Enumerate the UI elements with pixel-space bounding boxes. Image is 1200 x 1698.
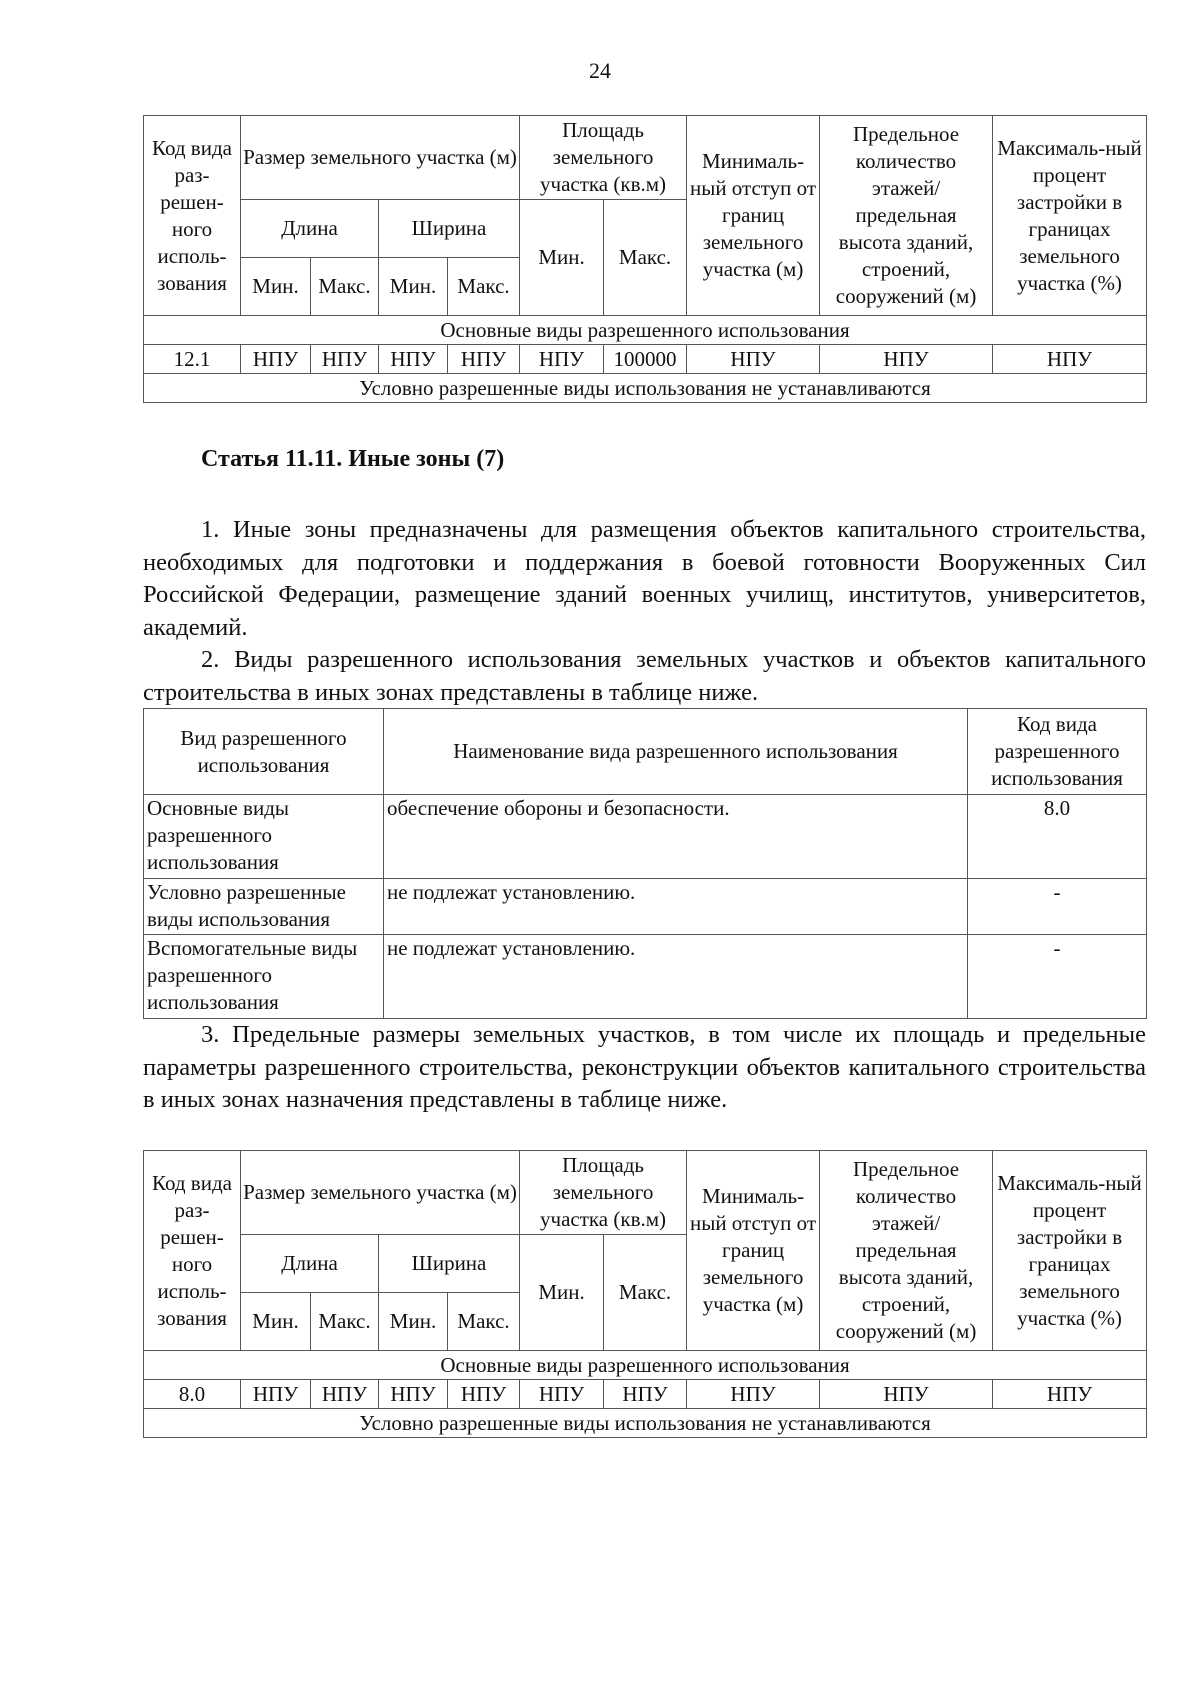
table-cell: НПУ (687, 345, 820, 374)
table-cell: НПУ (448, 1380, 520, 1409)
paragraph-3: 3. Предельные размеры земельных участков, в том числе их площадь и предельные параметры разрешенного строительства, реконструкции объектов капитального строительства в иных зонах назначения представлены в таблице ниже. (143, 1021, 1146, 1114)
uses-header-name: Наименование вида разрешенного использования (384, 709, 968, 795)
section-main: Основные виды разрешенного использования (144, 1351, 1147, 1380)
page-number: 24 (589, 58, 611, 83)
use-code: 8.0 (968, 795, 1147, 879)
header-length: Длина (241, 200, 379, 258)
table-cell: 100000 (604, 345, 687, 374)
header-width-min: Мин. (379, 258, 448, 316)
header-setback: Минималь-ный отступ от границ земельного участка (м) (687, 1151, 820, 1351)
use-type: Условно разрешенные виды использования (144, 879, 384, 935)
section-conditional: Условно разрешенные виды использования не устанавливаются (144, 1409, 1147, 1438)
uses-header-type: Вид разрешенного использования (144, 709, 384, 795)
header-width-max: Макс. (448, 258, 520, 316)
header-area: Площадь земельного участка (кв.м) (520, 116, 687, 200)
header-width: Ширина (379, 200, 520, 258)
params-table-1 (143, 115, 1147, 403)
table-cell: НПУ (448, 345, 520, 374)
header-area-min: Мин. (520, 1235, 604, 1351)
table-cell: НПУ (379, 1380, 448, 1409)
table-cell: 12.1 (144, 345, 241, 374)
header-floors: Предельное количество этажей/ предельная высота зданий, строений, сооружений (м) (820, 1151, 993, 1351)
table-cell: НПУ (311, 345, 379, 374)
header-setback: Минималь-ный отступ от границ земельного участка (м) (687, 116, 820, 316)
header-length-max: Макс. (311, 1293, 379, 1351)
header-floors: Предельное количество этажей/ предельная высота зданий, строений, сооружений (м) (820, 116, 993, 316)
use-name: не подлежат установлению. (384, 935, 968, 1019)
header-area-min: Мин. (520, 200, 604, 316)
header-area-max: Макс. (604, 200, 687, 316)
table-row (144, 879, 1147, 935)
section-main: Основные виды разрешенного использования (144, 316, 1147, 345)
table-cell: НПУ (820, 1380, 993, 1409)
use-name: не подлежат установлению. (384, 879, 968, 935)
table-cell: НПУ (604, 1380, 687, 1409)
table-cell: НПУ (379, 345, 448, 374)
header-length-min: Мин. (241, 258, 311, 316)
use-code: - (968, 935, 1147, 1019)
header-width: Ширина (379, 1235, 520, 1293)
uses-header-code: Код вида разрешенного использования (968, 709, 1147, 795)
header-width-min: Мин. (379, 1293, 448, 1351)
table-cell: НПУ (520, 1380, 604, 1409)
table-cell: НПУ (311, 1380, 379, 1409)
paragraph-2: 2. Виды разрешенного использования земельных участков и объектов капитального строительства в иных зонах представлены в таблице ниже. (143, 646, 1146, 706)
table-row (144, 345, 1147, 374)
table-cell: 8.0 (144, 1380, 241, 1409)
paragraph-1: 1. Иные зоны предназначены для размещения объектов капитального строительства, необходимых для подготовки и поддержания в боевой готовности Вооруженных Сил Российской Федерации, размещение зданий военных училищ, институтов, университетов, академий. (143, 516, 1146, 641)
section-conditional: Условно разрешенные виды использования не устанавливаются (144, 374, 1147, 403)
header-size: Размер земельного участка (м) (241, 1151, 520, 1235)
table-row (144, 935, 1147, 1019)
table-cell: НПУ (993, 1380, 1147, 1409)
header-coverage: Максималь-ный процент застройки в границах земельного участка (%) (993, 1151, 1147, 1351)
header-length: Длина (241, 1235, 379, 1293)
table-cell: НПУ (820, 345, 993, 374)
header-size: Размер земельного участка (м) (241, 116, 520, 200)
header-area-max: Макс. (604, 1235, 687, 1351)
table-cell: НПУ (241, 345, 311, 374)
table-row (144, 1380, 1147, 1409)
params-table-2 (143, 1150, 1147, 1438)
header-width-max: Макс. (448, 1293, 520, 1351)
header-length-max: Макс. (311, 258, 379, 316)
table-cell: НПУ (241, 1380, 311, 1409)
article-title: Статья 11.11. Иные зоны (7) (201, 446, 505, 472)
header-coverage: Максималь-ный процент застройки в границах земельного участка (%) (993, 116, 1147, 316)
header-code: Код вида раз-решен-ного исполь-зования (144, 116, 241, 316)
table-row (144, 795, 1147, 879)
header-area: Площадь земельного участка (кв.м) (520, 1151, 687, 1235)
table-cell: НПУ (520, 345, 604, 374)
header-code: Код вида раз-решен-ного исполь-зования (144, 1151, 241, 1351)
use-code: - (968, 879, 1147, 935)
use-type: Вспомогательные виды разрешенного использования (144, 935, 384, 1019)
table-cell: НПУ (993, 345, 1147, 374)
use-name: обеспечение обороны и безопасности. (384, 795, 968, 879)
header-length-min: Мин. (241, 1293, 311, 1351)
uses-table (143, 708, 1147, 1019)
table-cell: НПУ (687, 1380, 820, 1409)
use-type: Основные виды разрешенного использования (144, 795, 384, 879)
